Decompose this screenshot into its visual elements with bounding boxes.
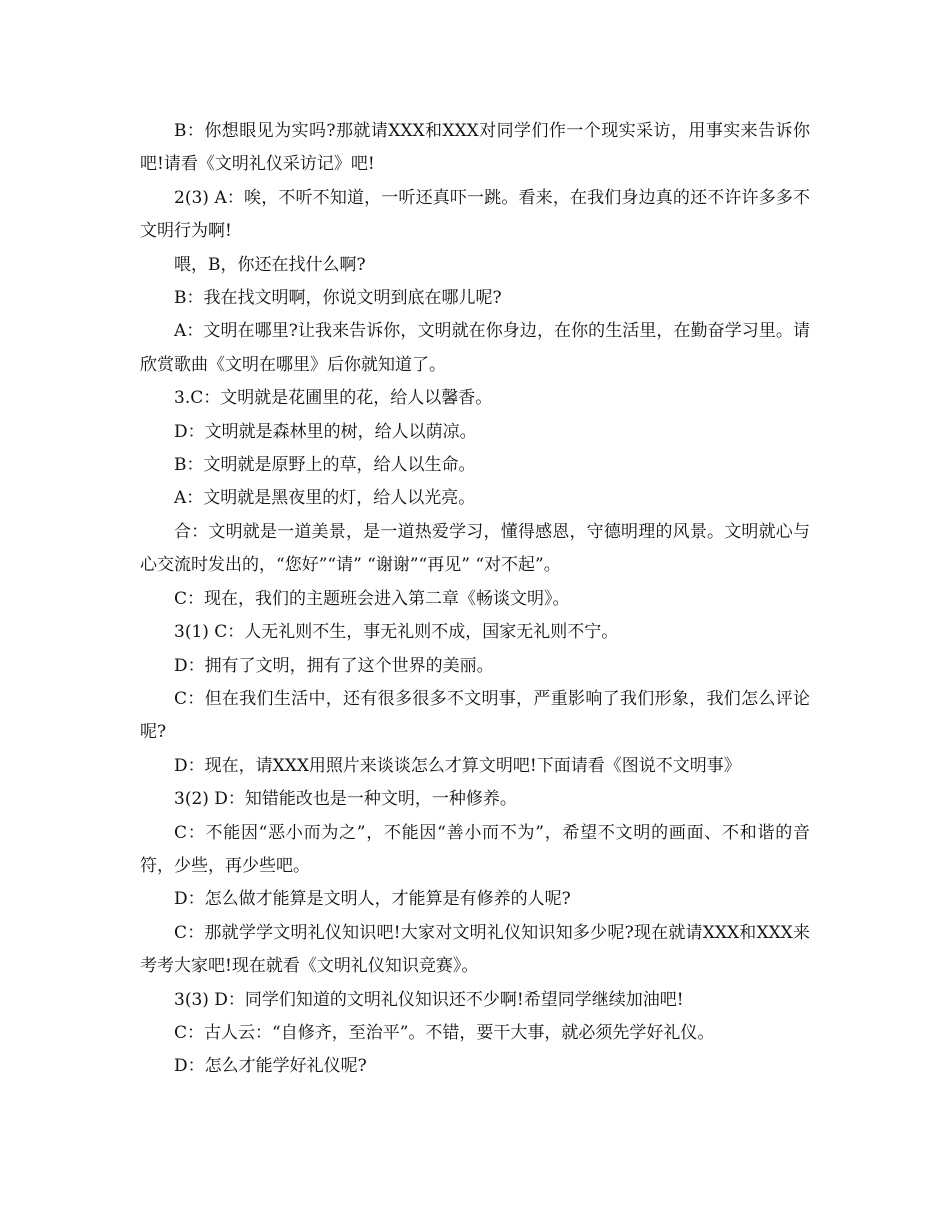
paragraph: C：古人云：“自修齐，至治平”。不错，要干大事，就必须先学好礼仪。 bbox=[174, 1022, 715, 1043]
paragraph: C：不能因“恶小而为之”，不能因“善小而不为”，希望不文明的画面、不和谐的音符，少些，再少些吧。 bbox=[140, 822, 810, 876]
paragraph: A：文明就是黑夜里的灯，给人以光亮。 bbox=[174, 488, 476, 509]
paragraph: C：那就学学文明礼仪知识吧!大家对文明礼仪知识知多少呢?现在就请XXX和XXX来考考大家吧!现在就看《文明礼仪知识竞赛》。 bbox=[140, 922, 810, 977]
paragraph: 喂，B，你还在找什么啊? bbox=[174, 254, 366, 275]
paragraph: 2(3) A：唉，不听不知道，一听还真吓一跳。看来，在我们身边真的还不许许多多不文明行为啊! bbox=[140, 187, 810, 242]
paragraph: B：你想眼见为实吗?那就请XXX和XXX对同学们作一个现实采访，用事实来告诉你吧!请看《文明礼仪采访记》吧! bbox=[140, 121, 810, 175]
paragraph: D：怎么才能学好礼仪呢? bbox=[174, 1056, 367, 1077]
paragraph: 3(2) D：知错能改也是一种文明，一种修养。 bbox=[174, 789, 517, 810]
paragraph: 3.C：文明就是花圃里的花，给人以馨香。 bbox=[174, 388, 493, 409]
paragraph: D：拥有了文明，拥有了这个世界的美丽。 bbox=[174, 655, 494, 676]
paragraph: D：现在，请XXX用照片来谈谈怎么才算文明吧!下面请看《图说不文明事》 bbox=[174, 755, 741, 776]
paragraph: C：现在，我们的主题班会进入第二章《畅谈文明》。 bbox=[174, 588, 570, 609]
paragraph: B：文明就是原野上的草，给人以生命。 bbox=[174, 455, 476, 476]
paragraph: D：文明就是森林里的树，给人以荫凉。 bbox=[174, 421, 477, 442]
paragraph: 3(1) C：人无礼则不生，事无礼则不成，国家无礼则不宁。 bbox=[174, 622, 619, 643]
paragraph: C：但在我们生活中，还有很多很多不文明事，严重影响了我们形象，我们怎么评论呢? bbox=[140, 688, 810, 743]
paragraph: 3(3) D：同学们知道的文明礼仪知识还不少啊!希望同学继续加油吧! bbox=[174, 989, 684, 1010]
paragraph: 合：文明就是一道美景，是一道热爱学习，懂得感恩，守德明理的风景。文明就心与心交流时发出的，“您好”“请” “谢谢”“再见” “对不起”。 bbox=[140, 521, 810, 576]
paragraph: A：文明在哪里?让我来告诉你，文明就在你身边，在你的生活里，在勤奋学习里。请欣赏歌曲《文明在哪里》后你就知道了。 bbox=[140, 321, 810, 375]
paragraph: D：怎么做才能算是文明人，才能算是有修养的人呢? bbox=[174, 889, 571, 910]
document-body bbox=[140, 115, 810, 1084]
paragraph: B：我在找文明啊，你说文明到底在哪儿呢? bbox=[174, 288, 502, 309]
